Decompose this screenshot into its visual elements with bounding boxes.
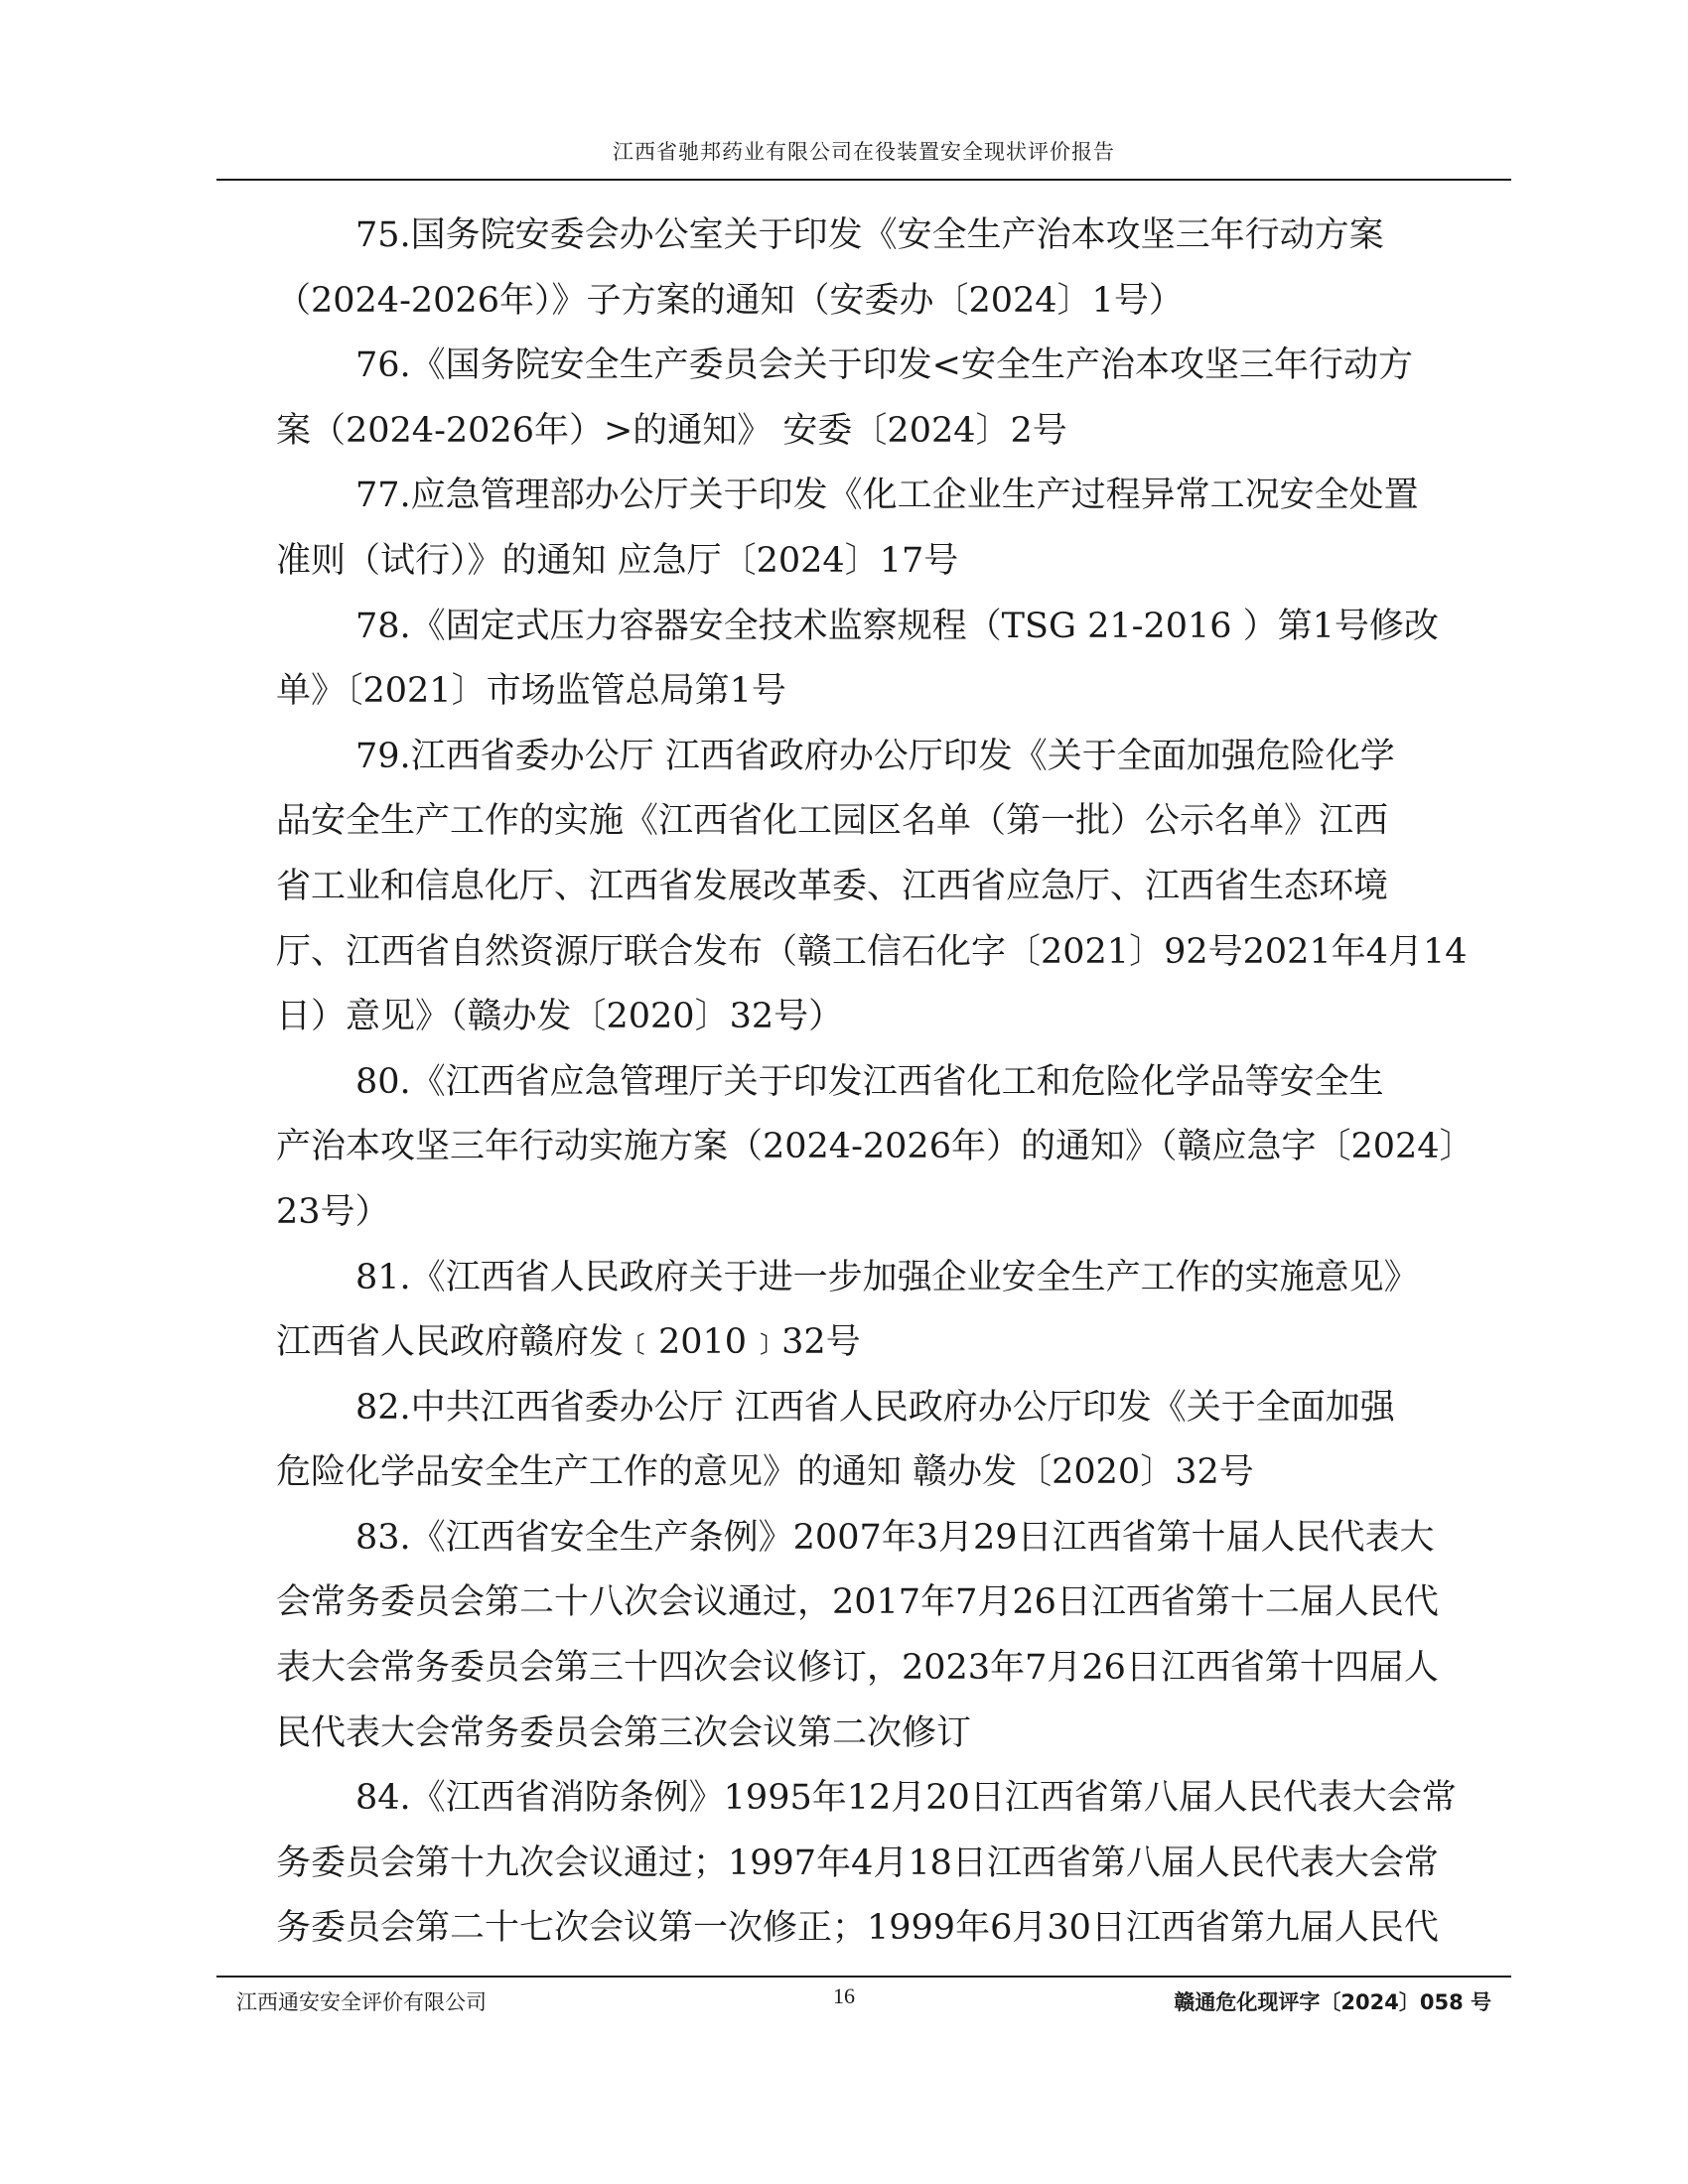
entry-line: 78.《固定式压力容器安全技术监察规程（TSG 21-2016 ）第1号修改 — [355, 606, 1439, 646]
entry-line: 案（2024-2026年）>的通知》 安委〔2024〕2号 — [276, 410, 1067, 451]
entry-line: 品安全生产工作的实施《江西省化工园区名单（第一批）公示名单》江西 — [276, 801, 1389, 842]
entry-line: 务委员会第十九次会议通过；1997年4月18日江西省第八届人民代表大会常 — [276, 1843, 1439, 1883]
regulation-entry-75 — [276, 204, 1511, 334]
regulation-entry-78 — [276, 595, 1511, 725]
entry-line: 79.江西省委办公厅 江西省政府办公厅印发《关于全面加强危险化学 — [355, 736, 1395, 776]
entry-line: 务委员会第二十七次会议第一次修正；1999年6月30日江西省第九届人民代 — [276, 1908, 1439, 1949]
regulation-entry-76 — [276, 334, 1511, 464]
entry-line: 表大会常务委员会第三十四次会议修订，2023年7月26日江西省第十四届人 — [276, 1648, 1439, 1689]
entry-line: 75.国务院安委会办公室关于印发《安全生产治本攻坚三年行动方案 — [355, 215, 1384, 255]
entry-line: 省工业和信息化厅、江西省发展改革委、江西省应急厅、江西省生态环境 — [276, 866, 1389, 906]
entry-line: 76.《国务院安全生产委员会关于印发<安全生产治本攻坚三年行动方 — [355, 345, 1413, 386]
entry-line: 危险化学品安全生产工作的意见》的通知 赣办发〔2020〕32号 — [276, 1452, 1254, 1493]
entry-line: 民代表大会常务委员会第三次会议第二次修订 — [276, 1712, 972, 1753]
entry-line: 83.《江西省安全生产条例》2007年3月29日江西省第十届人民代表大 — [355, 1517, 1435, 1558]
regulation-entry-77 — [276, 464, 1511, 594]
entry-line: 84.《江西省消防条例》1995年12月20日江西省第八届人民代表大会常 — [355, 1778, 1457, 1819]
document-body — [276, 204, 1511, 1962]
regulation-entry-81 — [276, 1246, 1511, 1376]
regulation-entry-83 — [276, 1506, 1511, 1766]
entry-line: 会常务委员会第二十八次会议通过，2017年7月26日江西省第十二届人民代 — [276, 1582, 1439, 1623]
entry-line: 日）意见》（赣办发〔2020〕32号） — [276, 997, 844, 1037]
regulation-entry-82 — [276, 1376, 1511, 1506]
entry-line: 23号） — [276, 1191, 390, 1232]
regulation-entry-79 — [276, 725, 1511, 1050]
entry-line: 产治本攻坚三年行动实施方案（2024-2026年）的通知》（赣应急字〔2024〕 — [276, 1127, 1475, 1167]
page-number: 16 — [833, 1983, 855, 2008]
entry-line: （2024-2026年）》子方案的通知（安委办〔2024〕1号） — [276, 280, 1184, 321]
entry-line: 准则（试行）》的通知 应急厅〔2024〕17号 — [276, 540, 959, 581]
regulation-entry-84 — [276, 1766, 1511, 1962]
entry-line: 82.中共江西省委办公厅 江西省人民政府办公厅印发《关于全面加强 — [355, 1387, 1395, 1428]
entry-line: 单》〔2021〕市场监管总局第1号 — [276, 671, 786, 712]
entry-line: 80.《江西省应急管理厅关于印发江西省化工和危险化学品等安全生 — [355, 1061, 1384, 1102]
header-divider — [216, 179, 1511, 181]
entry-line: 厅、江西省自然资源厅联合发布（赣工信石化字〔2021〕92号2021年4月14 — [276, 931, 1468, 972]
entry-line: 江西省人民政府赣府发﹝2010﹞32号 — [276, 1322, 861, 1363]
page-header: 江西省驰邦药业有限公司在役装置安全现状评价报告 — [613, 140, 1115, 164]
entry-line: 77.应急管理部办公厅关于印发《化工企业生产过程异常工况安全处置 — [355, 476, 1419, 516]
footer-company: 江西通安安全评价有限公司 — [236, 1990, 487, 2014]
entry-line: 81.《江西省人民政府关于进一步加强企业安全生产工作的实施意见》 — [355, 1257, 1419, 1297]
footer-document-number: 赣通危化现评字〔2024〕058 号 — [1174, 1990, 1491, 2014]
regulation-entry-80 — [276, 1050, 1511, 1246]
footer-divider — [216, 1976, 1511, 1978]
